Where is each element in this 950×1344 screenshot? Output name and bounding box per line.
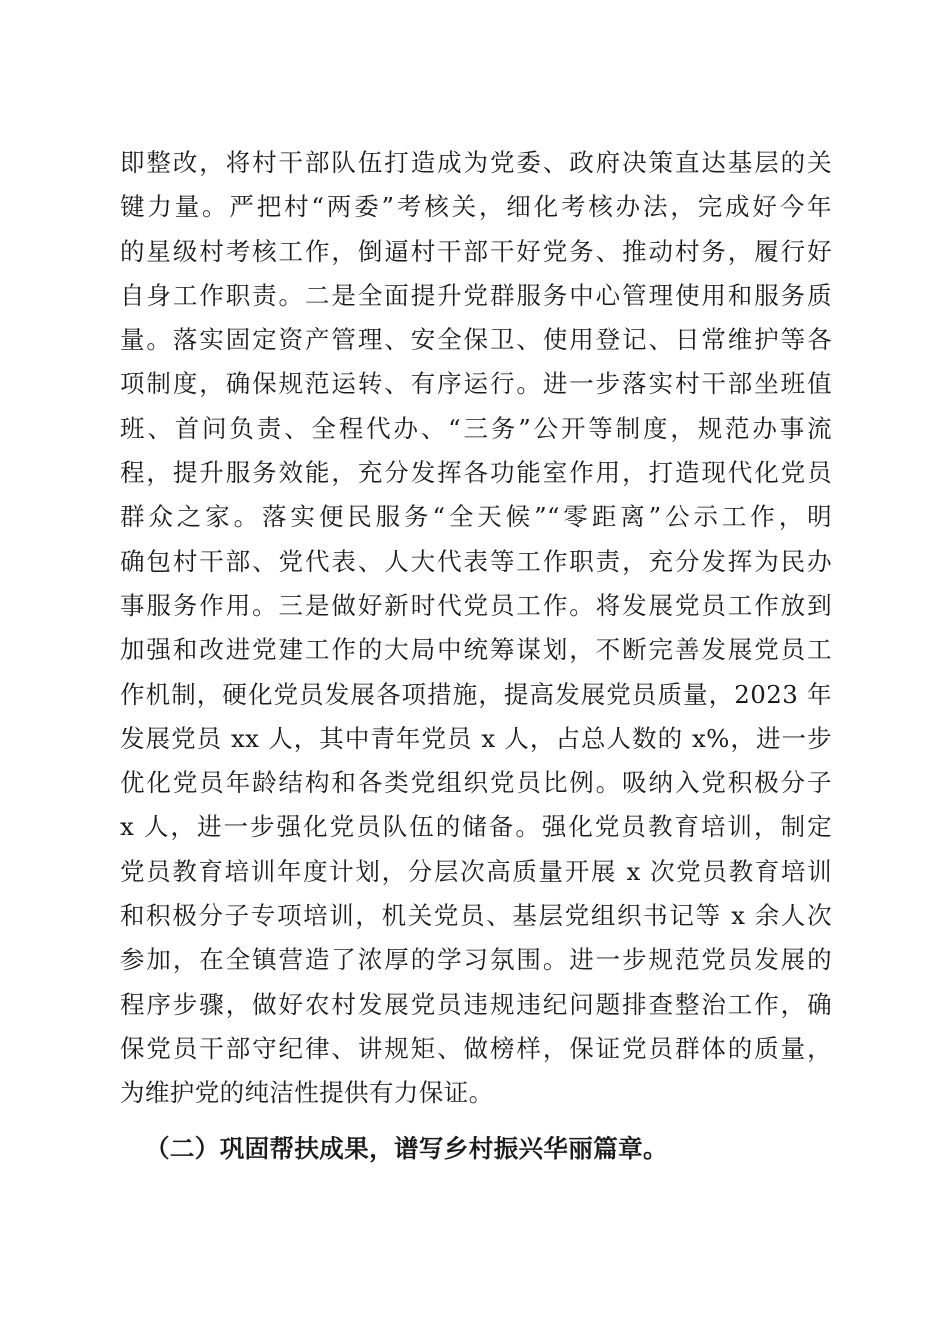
paragraph-line: 参加，在全镇营造了浓厚的学习氛围。进一步规范党员发展的 bbox=[120, 945, 832, 975]
paragraph-line: 加强和改进党建工作的大局中统筹谋划，不断完善发展党员工 bbox=[120, 635, 832, 665]
paragraph-line: 程，提升服务效能，充分发挥各功能室作用，打造现代化党员 bbox=[120, 458, 832, 488]
paragraph-line: 事服务作用。三是做好新时代党员工作。将发展党员工作放到 bbox=[120, 590, 832, 620]
body-paragraph bbox=[120, 141, 832, 1116]
paragraph-line: 程序步骤，做好农村发展党员违规违纪问题排查整治工作，确 bbox=[120, 989, 832, 1019]
paragraph-line: 量。落实固定资产管理、安全保卫、使用登记、日常维护等各 bbox=[120, 325, 832, 355]
paragraph-line: 即整改，将村干部队伍打造成为党委、政府决策直达基层的关 bbox=[120, 148, 832, 177]
paragraph-line: 为维护党的纯洁性提供有力保证。 bbox=[120, 1078, 494, 1108]
paragraph-line: 自身工作职责。二是全面提升党群服务中心管理使用和服务质 bbox=[120, 280, 832, 310]
paragraph-line: 和积极分子专项培训，机关党员、基层党组织书记等 x 余人次 bbox=[120, 901, 832, 931]
paragraph-line: 班、首问负责、全程代办、“三务”公开等制度，规范办事流 bbox=[120, 413, 832, 443]
paragraph-line: 党员教育培训年度计划，分层次高质量开展 x 次党员教育培训 bbox=[120, 856, 832, 886]
paragraph-line: 优化党员年龄结构和各类党组织党员比例。吸纳入党积极分子 bbox=[120, 768, 832, 798]
section-heading: （二）巩固帮扶成果，谱写乡村振兴华丽篇章。 bbox=[145, 1134, 668, 1163]
paragraph-line: 发展党员 xx 人，其中青年党员 x 人，占总人数的 x%，进一步 bbox=[120, 723, 832, 753]
paragraph-line: 保党员干部守纪律、讲规矩、做榜样，保证党员群体的质量， bbox=[120, 1033, 832, 1063]
paragraph-line: 确包村干部、党代表、人大代表等工作职责，充分发挥为民办 bbox=[120, 546, 832, 576]
paragraph-line: 键力量。严把村“两委”考核关，细化考核办法，完成好今年 bbox=[120, 192, 832, 222]
paragraph-line: 的星级村考核工作，倒逼村干部干好党务、推动村务，履行好 bbox=[120, 236, 832, 266]
paragraph-line: x 人，进一步强化党员队伍的储备。强化党员教育培训，制定 bbox=[120, 812, 832, 842]
paragraph-line: 项制度，确保规范运转、有序运行。进一步落实村干部坐班值 bbox=[120, 369, 832, 399]
paragraph-line: 作机制，硬化党员发展各项措施，提高发展党员质量，2023 年 bbox=[120, 679, 832, 709]
paragraph-line: 群众之家。落实便民服务“全天候”“零距离”公示工作，明 bbox=[120, 502, 832, 532]
